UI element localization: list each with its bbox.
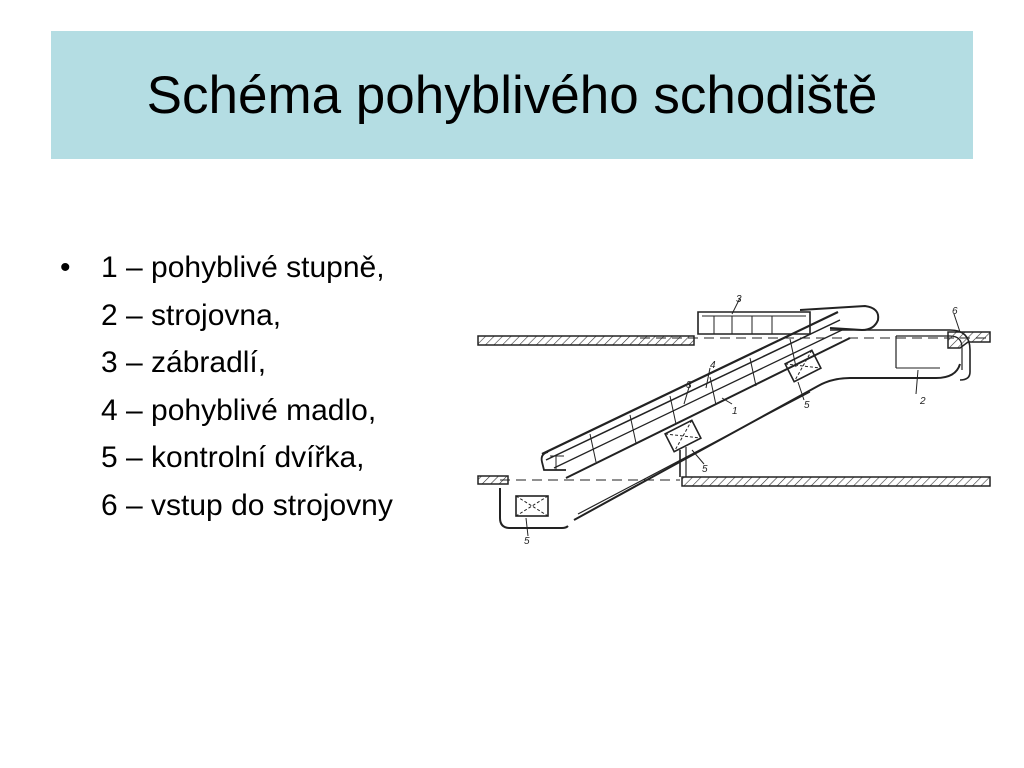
- label-5-lower: 5: [524, 536, 530, 547]
- title-bar: [51, 31, 973, 159]
- escalator-diagram: [470, 292, 994, 554]
- top-handrail: [800, 306, 878, 330]
- inspection-door-lower: [516, 496, 548, 516]
- inspection-door-middle: [665, 420, 701, 451]
- label-6: 6: [952, 306, 958, 317]
- legend-line-4: 4 – pohyblivé madlo,: [101, 393, 377, 427]
- legend-line-3: 3 – zábradlí,: [101, 346, 267, 379]
- legend-line-1: 1 – pohyblivé stupně,: [101, 251, 385, 284]
- legend-line-6: 6 – vstup do strojovny: [101, 488, 393, 522]
- upper-balustrade: [698, 312, 810, 334]
- label-1: 1: [732, 406, 738, 417]
- upper-floor-slab-left: [478, 336, 694, 345]
- lower-floor-slab: [478, 476, 990, 486]
- label-5-middle: 5: [702, 464, 708, 475]
- legend-line-2: 2 – strojovna,: [101, 298, 282, 332]
- label-4: 4: [710, 360, 716, 371]
- legend-line-5: 5 – kontrolní dvířka,: [101, 441, 365, 474]
- legend-list: [60, 244, 480, 534]
- label-5-upper: 5: [804, 400, 810, 411]
- escalator-drawing: [470, 292, 994, 554]
- label-2: 2: [920, 396, 926, 407]
- bullet-icon: •: [60, 251, 71, 284]
- label-3-mid: 3: [686, 380, 692, 391]
- bullet-item: [60, 244, 480, 529]
- lower-balustrade: [542, 452, 566, 470]
- slide-title: Schéma pohyblivého schodiště: [146, 65, 878, 125]
- legend-lines: [101, 244, 393, 529]
- label-3-top: 3: [736, 294, 742, 305]
